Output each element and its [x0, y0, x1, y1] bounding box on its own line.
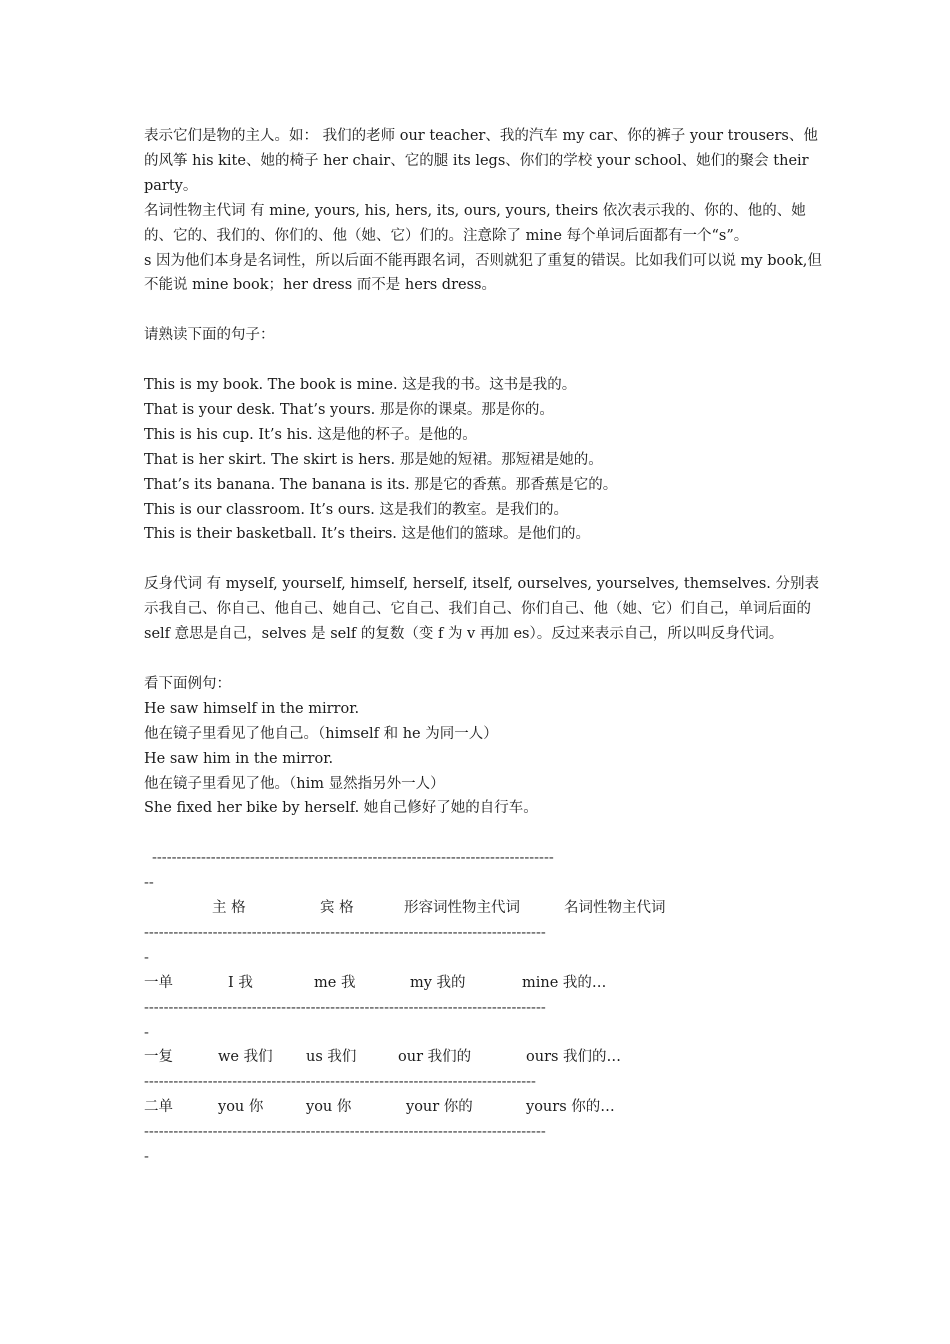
row-label: 一单 [144, 974, 173, 991]
header-noun-possessive: 名词性物主代词 [564, 900, 666, 917]
example-line: He saw him in the mirror. [144, 750, 334, 767]
paragraph-reflexive: 反身代词 有 myself, yourself, himself, herself, itself, ourselves, yourselves, themselves. 分别表示我自己、你自己、他自己、她自己、它自己、我们自己、你们自己、他（她、它）们自己，单词后面的 self 意思是自己，selves 是 self 的复数（变 f 为 v 再加 es）。反过来表示自己，所以叫反身代词。 [144, 576, 819, 643]
sentence-line: This is their basketball. It’s theirs. 这是他们的篮球。是他们的。 [144, 526, 590, 543]
table-cell: you 你 [218, 1099, 264, 1116]
table-rule: - [144, 1149, 149, 1166]
table-rule: - [144, 1024, 149, 1041]
row-label: 一复 [144, 1049, 173, 1066]
table-cell: we 我们 [218, 1049, 273, 1066]
table-cell: me 我 [314, 974, 356, 991]
sentence-line: That is her skirt. The skirt is hers. 那是她的短裙。那短裙是她的。 [144, 451, 603, 468]
example-line: 他在镜子里看见了他自己。（himself 和 he 为同一人） [144, 725, 498, 742]
example-line: 他在镜子里看见了他。（him 显然指另外一人） [144, 775, 445, 792]
sentence-line: That is your desk. That’s yours. 那是你的课桌。那是你的。 [144, 401, 554, 418]
pronoun-table [144, 846, 824, 1170]
sentence-line: That’s its banana. The banana is its. 那是它的香蕉。那香蕉是它的。 [144, 476, 618, 493]
table-cell: my 我的 [410, 974, 466, 991]
table-cell: ours 我们的… [526, 1049, 622, 1066]
paragraph-noun-note: s 因为他们本身是名词性，所以后面不能再跟名词，否则就犯了重复的错误。比如我们可以说 my book,但不能说 mine book；her dress 而不是 hers dress。 [144, 252, 822, 294]
table-cell: mine 我的… [522, 974, 607, 991]
example-line: He saw himself in the mirror. [144, 700, 360, 717]
table-rule: -- [144, 875, 154, 892]
table-rule: -------------------------------------------------------------------------------- [144, 1074, 536, 1091]
example-line: She fixed her bike by herself. 她自己修好了她的自行车。 [144, 800, 538, 817]
sentence-line: This is our classroom. It’s ours. 这是我们的教室。是我们的。 [144, 501, 569, 518]
header-adjective-possessive: 形容词性物主代词 [404, 900, 520, 917]
sentence-line: This is his cup. It’s his. 这是他的杯子。是他的。 [144, 426, 477, 443]
table-rule: ---------------------------------------------------------------------------------- [152, 850, 554, 867]
table-rule: - [144, 949, 149, 966]
table-cell: your 你的 [406, 1099, 473, 1116]
table-rule: ---------------------------------------------------------------------------------- [144, 999, 546, 1016]
table-cell: you 你 [306, 1099, 352, 1116]
document-body [144, 124, 824, 1170]
row-label: 二单 [144, 1099, 173, 1116]
table-header-row [144, 896, 824, 921]
table-cell: our 我们的 [398, 1049, 472, 1066]
table-row [144, 1095, 824, 1120]
table-row [144, 971, 824, 996]
header-objective: 宾 格 [320, 900, 354, 917]
header-nominative: 主 格 [212, 900, 246, 917]
table-row [144, 1045, 824, 1070]
table-cell: us 我们 [306, 1049, 357, 1066]
paragraph-possessive-pronoun: 名词性物主代词 有 mine, yours, his, hers, its, ours, yours, theirs 依次表示我的、你的、他的、她的、它的、我们的、你们的、他（她、它）们的。注意除了 mine 每个单词后面都有一个“s”。 [144, 202, 806, 244]
read-prompt: 请熟读下面的句子： [144, 327, 275, 344]
table-cell: I 我 [228, 974, 253, 991]
example-prompt: 看下面例句： [144, 675, 231, 692]
paragraph-possessive-adjective: 表示它们是物的主人。如： 我们的老师 our teacher、我的汽车 my car、你的裤子 your trousers、他的风筝 his kite、她的椅子 her chair、它的腿 its legs、你们的学校 your school、她们的聚会 their party。 [144, 128, 818, 194]
table-rule: ---------------------------------------------------------------------------------- [144, 1124, 546, 1141]
table-rule: ---------------------------------------------------------------------------------- [144, 924, 546, 941]
table-cell: yours 你的… [526, 1099, 615, 1116]
sentence-line: This is my book. The book is mine. 这是我的书。这书是我的。 [144, 377, 577, 394]
